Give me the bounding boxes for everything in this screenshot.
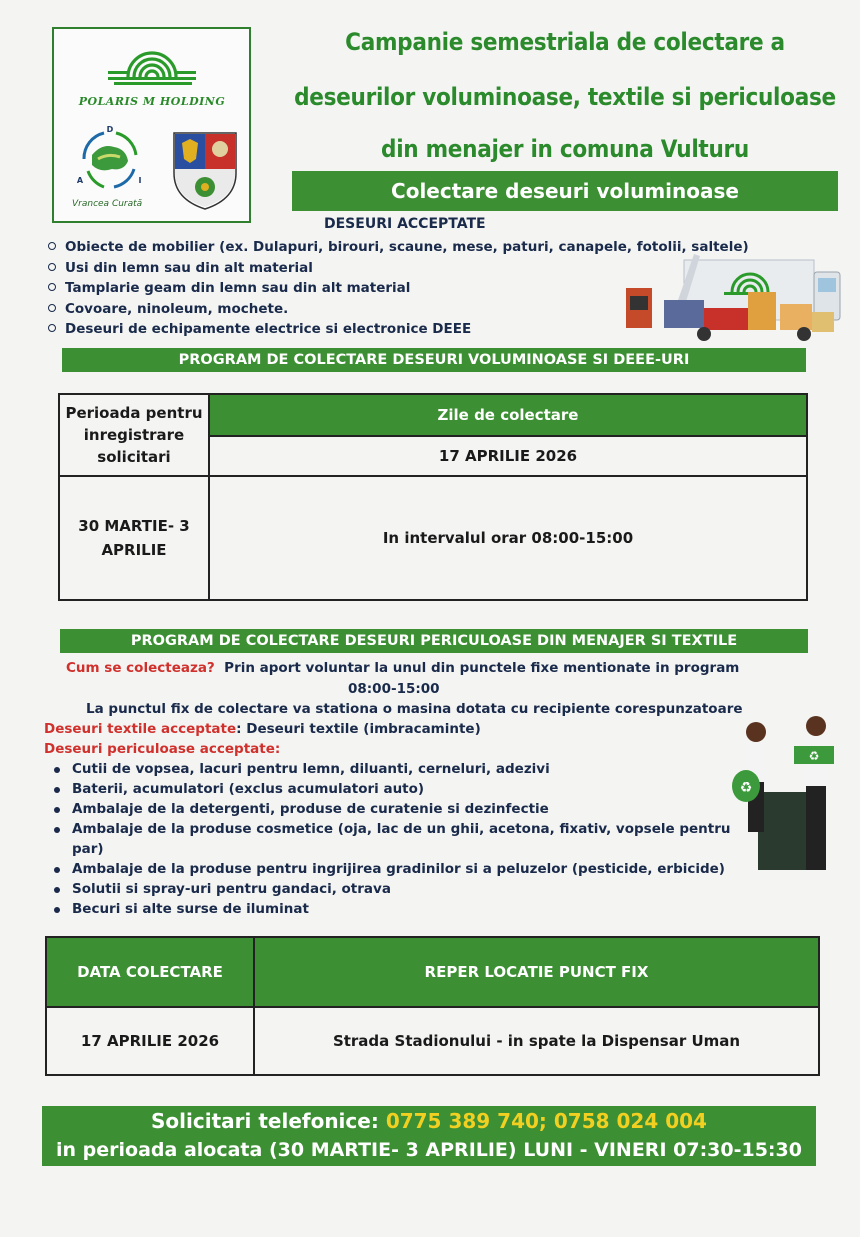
collection-hours: In intervalul orar 08:00-15:00 — [209, 476, 807, 600]
list-item: Baterii, acumulatori (exclus acumulatori auto) — [52, 779, 742, 799]
title-line-1: Campanie semestriala de colectare a — [345, 28, 785, 56]
bullet-icon — [48, 304, 56, 312]
logo-panel — [52, 27, 251, 223]
collection-hours-text: 08:00-15:00 — [348, 681, 440, 697]
recycle-icon: ♻ — [739, 780, 753, 796]
coat-of-arms-icon — [170, 129, 240, 211]
phone-contact-banner — [42, 1106, 816, 1166]
bulky-program-title: PROGRAM DE COLECTARE DESEURI VOLUMINOASE SI DEEE-URI — [62, 348, 806, 372]
list-item: Becuri si alte surse de iluminat — [52, 899, 742, 919]
registration-period-header: Perioada pentru inregistrare solicitari — [59, 394, 209, 476]
contact-period: in perioada alocata (30 MARTIE- 3 APRILIE) LUNI - VINERI 07:30-15:30 — [56, 1139, 802, 1161]
collection-days-header: Zile de colectare — [209, 394, 807, 436]
textile-text: : Deseuri textile (imbracaminte) — [236, 721, 481, 737]
bulky-section-header: Colectare deseuri voluminoase — [292, 171, 838, 211]
list-item-text: Tamplarie geam din lemn sau din alt material — [65, 280, 411, 296]
location-value: Strada Stadionului - in spate la Dispensar Uman — [254, 1007, 819, 1075]
list-item-text: Deseuri de echipamente electrice si electronice DEEE — [65, 321, 472, 337]
title-line-2: deseurilor voluminoase, textile si periculoase — [294, 83, 836, 111]
list-item: Ambalaje de la produse cosmetice (oja, lac de un ghii, acetona, fixativ, vopsele pentru par) — [52, 819, 742, 859]
hazardous-waste-list — [52, 759, 742, 919]
adi-letter-a: A — [76, 176, 84, 185]
bullet-icon — [48, 263, 56, 271]
list-item: Solutii si spray-uri pentru gandaci, otrava — [52, 879, 742, 899]
list-item: Ambalaje de la detergenti, produse de curatenie si dezinfectie — [52, 799, 742, 819]
textile-accepted — [44, 719, 481, 739]
bullet-icon — [48, 324, 56, 332]
adi-vrancea-logo-icon — [74, 125, 146, 195]
registration-period-value: 30 MARTIE- 3 APRILIE — [59, 476, 209, 600]
collection-date: 17 APRILIE 2026 — [209, 436, 807, 476]
adi-letter-i: I — [138, 176, 142, 185]
textile-label: Deseuri textile acceptate — [44, 721, 237, 737]
bullet-icon — [48, 242, 56, 250]
accepted-waste-title: DESEURI ACCEPTATE — [324, 216, 486, 232]
hazardous-label: Deseuri periculoase acceptate: — [44, 741, 281, 757]
list-item-text: Covoare, ninoleum, mochete. — [65, 300, 289, 317]
location-header: REPER LOCATIE PUNCT FIX — [254, 937, 819, 1007]
bulky-waste-truck-illustration — [624, 248, 844, 344]
phone-line — [42, 1107, 816, 1136]
list-item-text: Usi din lemn sau din alt material — [65, 259, 313, 276]
bulky-collection-table — [58, 393, 808, 601]
polaris-logo-icon — [106, 37, 198, 89]
fixed-point-table — [45, 936, 820, 1076]
phone-label: Solicitari telefonice: — [151, 1109, 379, 1133]
vehicle-note: La punctul fix de colectare va stationa o masina dotata cu recipiente corespunzatoare — [86, 701, 743, 717]
title-line-3: din menajer in comuna Vulturu — [381, 135, 749, 163]
hazardous-program-title: PROGRAM DE COLECTARE DESEURI PERICULOASE DIN MENAJER SI TEXTILE — [60, 629, 808, 653]
adi-name: Vrancea Curată — [72, 199, 143, 209]
company-name: POLARIS M HOLDING — [78, 95, 226, 108]
adi-letter-d: D — [106, 125, 114, 134]
bullet-icon — [48, 283, 56, 291]
recycling-people-illustration — [728, 712, 846, 882]
list-item: Cutii de vopsea, lacuri pentru lemn, diluanti, cerneluri, adezivi — [52, 759, 742, 779]
collection-date-value: 17 APRILIE 2026 — [46, 1007, 254, 1075]
phone-numbers[interactable]: 0775 389 740; 0758 024 004 — [385, 1109, 707, 1133]
list-item-text: Obiecte de mobilier (ex. Dulapuri, birouri, scaune, mese, paturi, canapele, fotolii, saltele) — [65, 239, 749, 255]
collection-date-header: DATA COLECTARE — [46, 937, 254, 1007]
collection-method — [66, 658, 746, 678]
how-label: Cum se colecteaza? — [66, 660, 215, 676]
how-text: Prin aport voluntar la unul din punctele fixe mentionate in program — [224, 660, 740, 676]
list-item: Ambalaje de la produse pentru ingrijirea gradinilor si a peluzelor (pesticide, erbicide) — [52, 859, 742, 879]
recycle-icon: ♻ — [808, 749, 820, 763]
